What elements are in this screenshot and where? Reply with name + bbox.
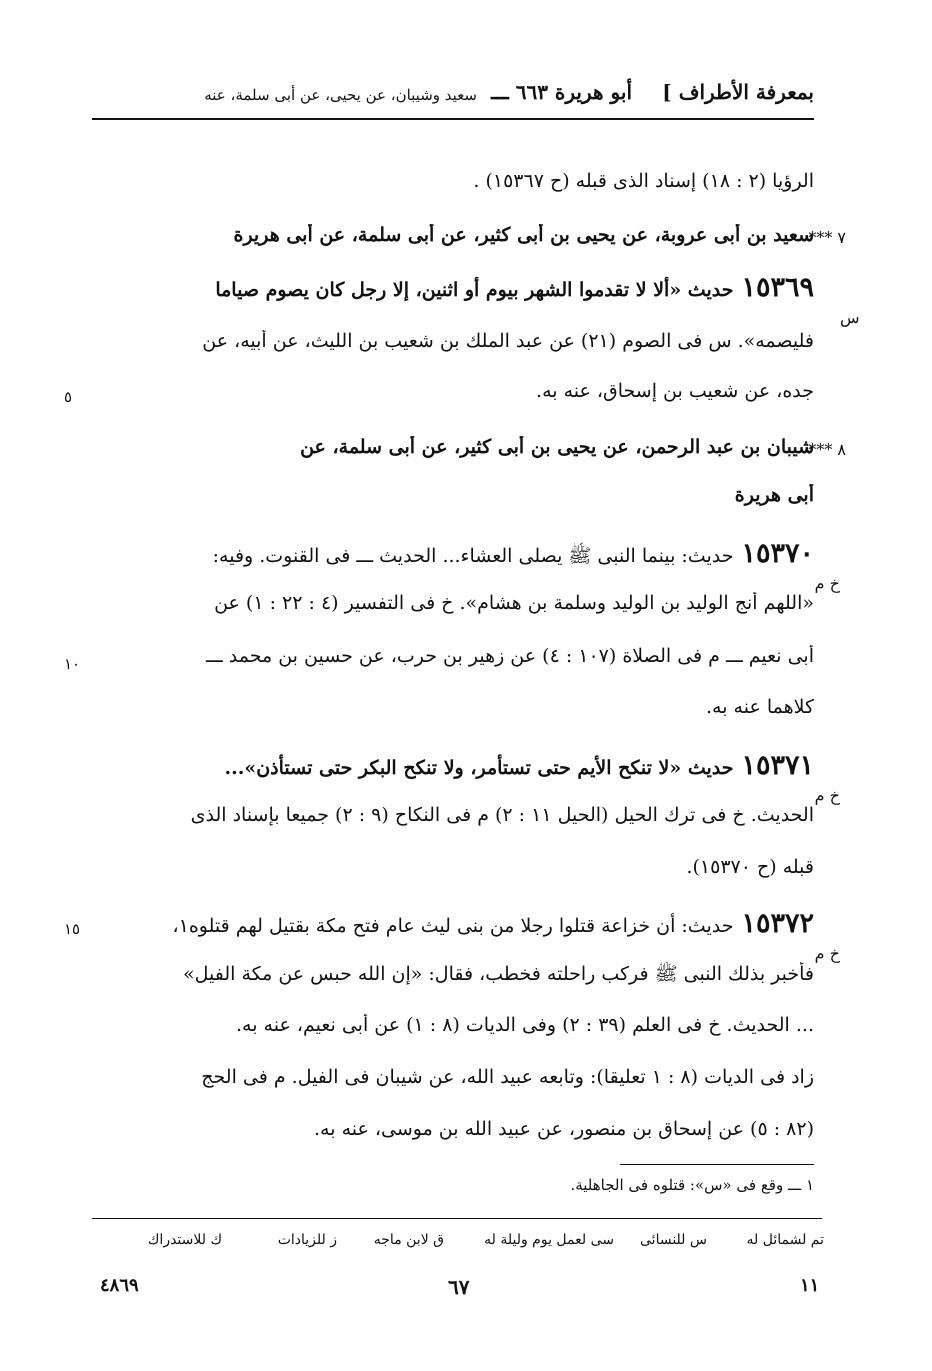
body-line-8: ١٥٣٧٠حديث: بينما النبى ﷺ يصلى العشاء... الحديث ـــ فى القنوت. وفيه: [212, 538, 814, 569]
legend-item-z: ز للزيادات [277, 1232, 337, 1248]
body-line-12: ١٥٣٧١حديث «لا تنكح الأيم حتى تستأمر، ولا تنكح البكر حتى تستأذن»... [224, 750, 814, 781]
body-line-19: (٨٢ : ٥) عن إسحاق بن منصور، عن عبيد الله بن موسى، عنه به. [314, 1118, 814, 1140]
footnote-rule [620, 1164, 814, 1165]
header-book-title: بمعرفة الأطراف ] [662, 80, 814, 104]
body-line-11: كلاهما عنه به. [705, 696, 814, 718]
footer-right-number: ١١ [800, 1275, 820, 1296]
body-line-17: ... الحديث. خ فى العلم (٣٩ : ٢) وفى الديات (٨ : ١) عن أبى نعيم، عنه به. [235, 1014, 814, 1036]
footer-left-number: ٤٨٦٩ [100, 1275, 139, 1296]
line-number-5: ٥ [64, 388, 73, 406]
body-line-10: أبى نعيم ـــ م فى الصلاة (١٠٧ : ٤) عن زهير بن حرب، عن حسين بن محمد ـــ [206, 645, 814, 667]
page-number: ٦٧ [448, 1275, 470, 1299]
chain-marker-7: ٧ *** [808, 228, 846, 247]
body-line-3: ١٥٣٦٩حديث «ألا لا تقدموا الشهر بيوم أو اثنين، إلا رجل كان يصوم صياما [215, 272, 814, 303]
body-line-14: قبله (ح ١٥٣٧٠). [686, 856, 814, 878]
line-number-15: ١٥ [64, 920, 81, 938]
body-line-16: فأُخبر بذلك النبى ﷺ فركب راحلته فخطب، فقال: «إن الله حبس عن مكة الفيل» [182, 963, 814, 985]
footnote: ١ ـــ وقع فى «س»: قتلوه فى الجاهلية. [570, 1176, 814, 1194]
legend-item-tm: تم لشمائل له [746, 1232, 824, 1248]
hadith-number: ١٥٣٧١ [741, 750, 814, 781]
legend-item-sy: سى لعمل يوم وليلة له [484, 1232, 614, 1248]
chain-marker-8: ٨ *** [808, 440, 846, 459]
margin-code-km-3: خ م [814, 944, 840, 963]
legend-item-q: ق لابن ماجه [373, 1232, 444, 1248]
body-line-4: فليصمه». س فى الصوم (٢١) عن عبد الملك بن شعيب بن الليث، عن أبيه، عن [202, 330, 814, 352]
body-line-18: زاد فى الديات (٨ : ١ تعليقا): وتابعه عبيد الله، عن شيبان فى الفيل. م فى الحج [201, 1066, 814, 1088]
body-line-15: ١٥٣٧٢حديث: أن خزاعة قتلوا رجلا من بنى ليث عام فتح مكة بقتيل لهم قتلوه١، [172, 908, 814, 939]
hadith-number: ١٥٣٧٢ [741, 908, 814, 939]
hadith-number: ١٥٣٧٠ [741, 538, 814, 569]
header-chapter: أبو هريرة ٦٦٣ ـــ [491, 80, 632, 104]
margin-code-s: س [840, 308, 860, 327]
margin-code-km-1: خ م [814, 574, 840, 593]
legend-rule [92, 1218, 822, 1219]
body-line-6: شيبان بن عبد الرحمن، عن يحيى بن أبى كثير، عن أبى سلمة، عن [300, 436, 814, 458]
margin-code-km-2: خ م [814, 786, 840, 805]
legend-item-k: ك للاستدراك [147, 1232, 222, 1248]
header-isnad: سعيد وشيبان، عن يحيى، عن أبى سلمة، عنه [204, 86, 477, 104]
header-rule [92, 118, 814, 120]
body-line-9: «اللهم أنج الوليد بن الوليد وسلمة بن هشام». خ فى التفسير (٤ : ٢٢ : ١) عن [214, 592, 814, 614]
hadith-number: ١٥٣٦٩ [741, 272, 814, 303]
line-number-10: ١٠ [64, 655, 81, 673]
body-line-13: الحديث. خ فى ترك الحيل (الحيل ١١ : ٢) م فى النكاح (٩ : ٢) جميعا بإسناد الذى [190, 804, 814, 826]
body-line-1: الرؤيا (٢ : ١٨) إسناد الذى قبله (ح ١٥٣٦٧) . [473, 170, 814, 192]
legend-item-s: س للنسائى [640, 1232, 707, 1248]
body-line-2: سعيد بن أبى عروبة، عن يحيى بن أبى كثير، عن أبى سلمة، عن أبى هريرة [233, 224, 814, 246]
body-line-7: أبى هريرة [734, 484, 814, 506]
body-line-5: جده، عن شعيب بن إسحاق، عنه به. [536, 380, 814, 402]
